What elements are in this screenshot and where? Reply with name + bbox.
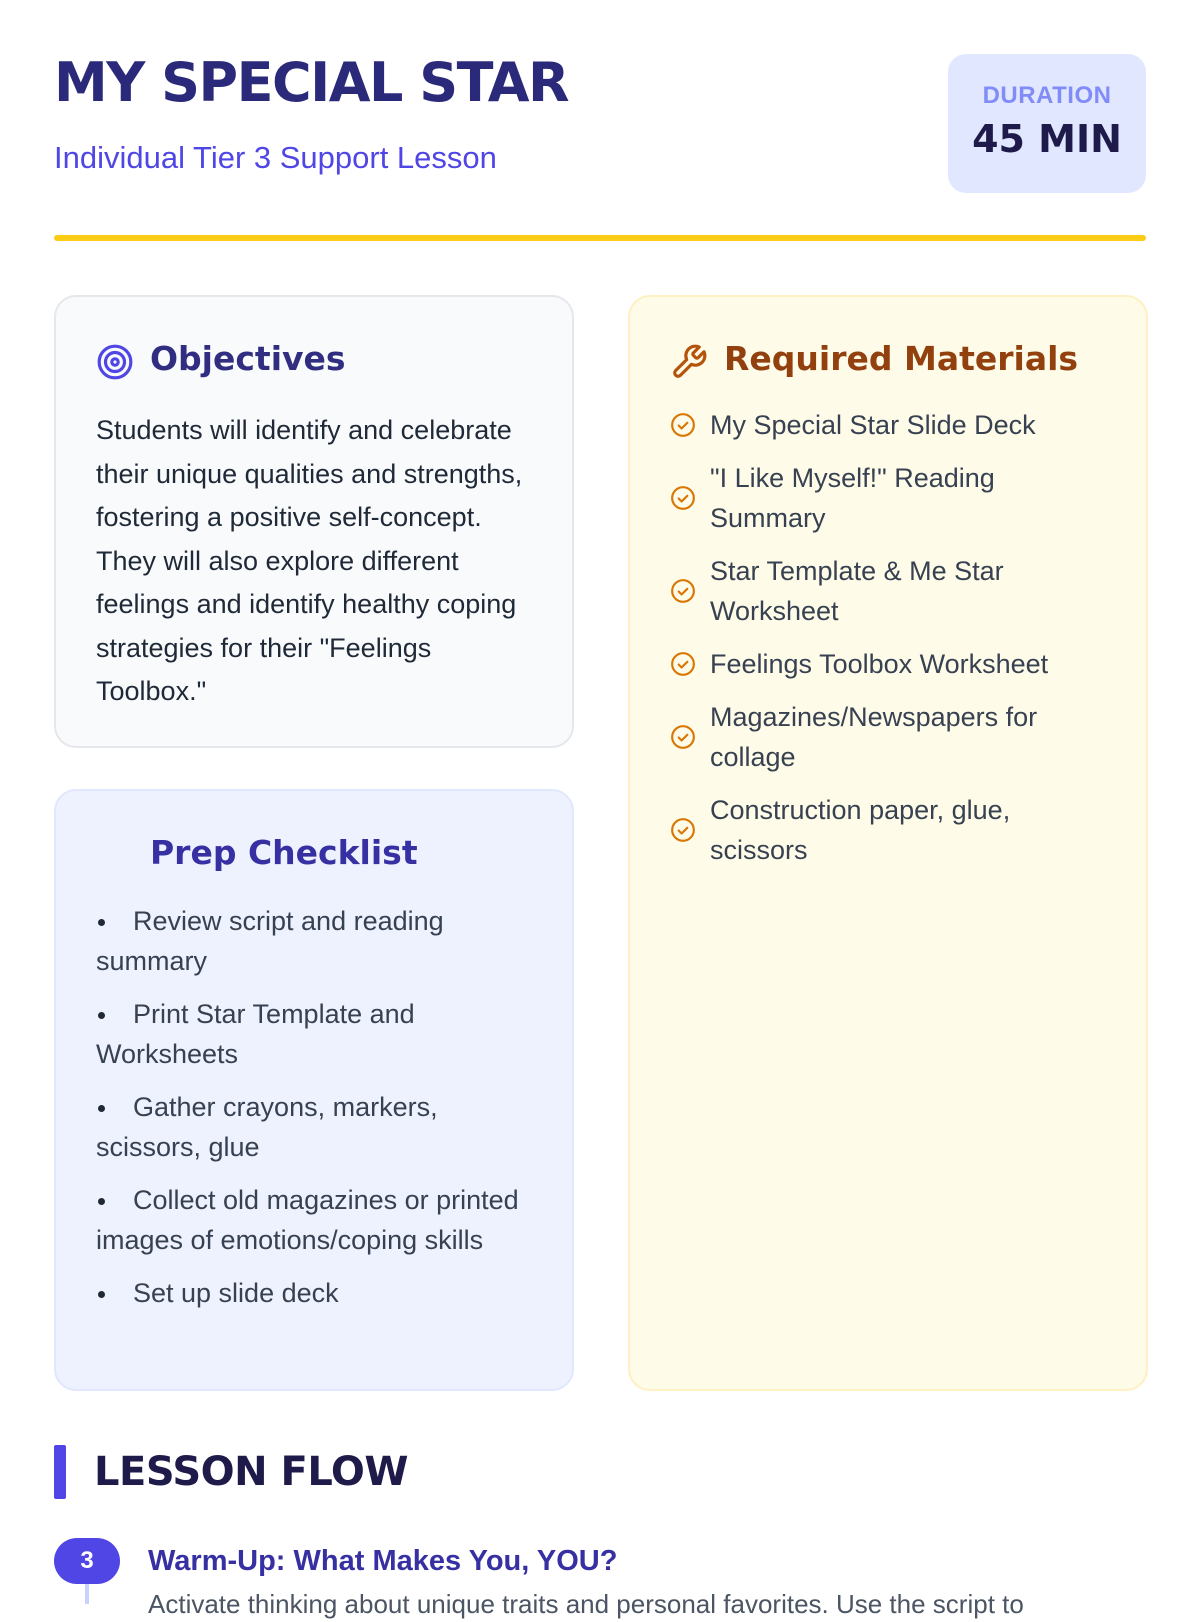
- page-subtitle: Individual Tier 3 Support Lesson: [54, 140, 497, 175]
- material-item: [670, 458, 1110, 538]
- header-divider: [54, 235, 1146, 241]
- prep-item: Print Star Template and Worksheets: [96, 994, 536, 1074]
- material-item: [670, 644, 1110, 684]
- lesson-flow-title: LESSON FLOW: [94, 1449, 409, 1495]
- objectives-title: Objectives: [150, 339, 346, 378]
- check-circle-icon: [670, 578, 696, 604]
- prep-item: Set up slide deck: [96, 1273, 536, 1313]
- material-item: [670, 790, 1110, 870]
- prep-checklist-title: Prep Checklist: [150, 833, 418, 872]
- material-label: Star Template & Me Star Worksheet: [710, 556, 1004, 626]
- objectives-text: Students will identify and celebrate their unique qualities and strengths, fostering a positive self-concept. They will also explore different feelings and identify healthy coping strategies for their "Feelings Toolbox.": [96, 415, 523, 706]
- step-number-badge: 3: [54, 1538, 120, 1584]
- check-circle-icon: [670, 817, 696, 843]
- prep-item: Collect old magazines or printed images of emotions/coping skills: [96, 1180, 536, 1260]
- step-description: Activate thinking about unique traits and personal favorites. Use the script to: [148, 1589, 1024, 1619]
- material-label: My Special Star Slide Deck: [710, 410, 1036, 440]
- prep-item: Gather crayons, markers, scissors, glue: [96, 1087, 536, 1167]
- step-timeline-line: [85, 1584, 89, 1604]
- material-label: Feelings Toolbox Worksheet: [710, 649, 1049, 679]
- materials-title: Required Materials: [724, 339, 1079, 378]
- lesson-flow-accent-bar: [54, 1445, 66, 1499]
- prep-checklist-card: [54, 789, 574, 1391]
- target-icon: [96, 343, 134, 381]
- lesson-header: [54, 51, 1146, 194]
- page-title: MY SPECIAL STAR: [54, 51, 569, 114]
- duration-value: 45 MIN: [972, 117, 1122, 161]
- material-item: [670, 551, 1110, 631]
- materials-list: [670, 405, 1110, 883]
- check-circle-icon: [670, 485, 696, 511]
- material-item: [670, 697, 1110, 777]
- check-circle-icon: [670, 651, 696, 677]
- check-circle-icon: [670, 724, 696, 750]
- wrench-icon: [670, 343, 708, 381]
- duration-badge: [948, 54, 1146, 193]
- prep-item: Review script and reading summary: [96, 901, 536, 981]
- material-label: Magazines/Newspapers for collage: [710, 702, 1038, 772]
- materials-card: [628, 295, 1148, 1391]
- material-label: Construction paper, glue, scissors: [710, 795, 1011, 865]
- prep-checklist: [96, 901, 536, 1326]
- check-circle-icon: [670, 412, 696, 438]
- material-item: [670, 405, 1110, 445]
- duration-label: DURATION: [982, 82, 1112, 109]
- material-label: "I Like Myself!" Reading Summary: [710, 463, 995, 533]
- objectives-card: [54, 295, 574, 748]
- step-title: Warm-Up: What Makes You, YOU?: [148, 1545, 618, 1577]
